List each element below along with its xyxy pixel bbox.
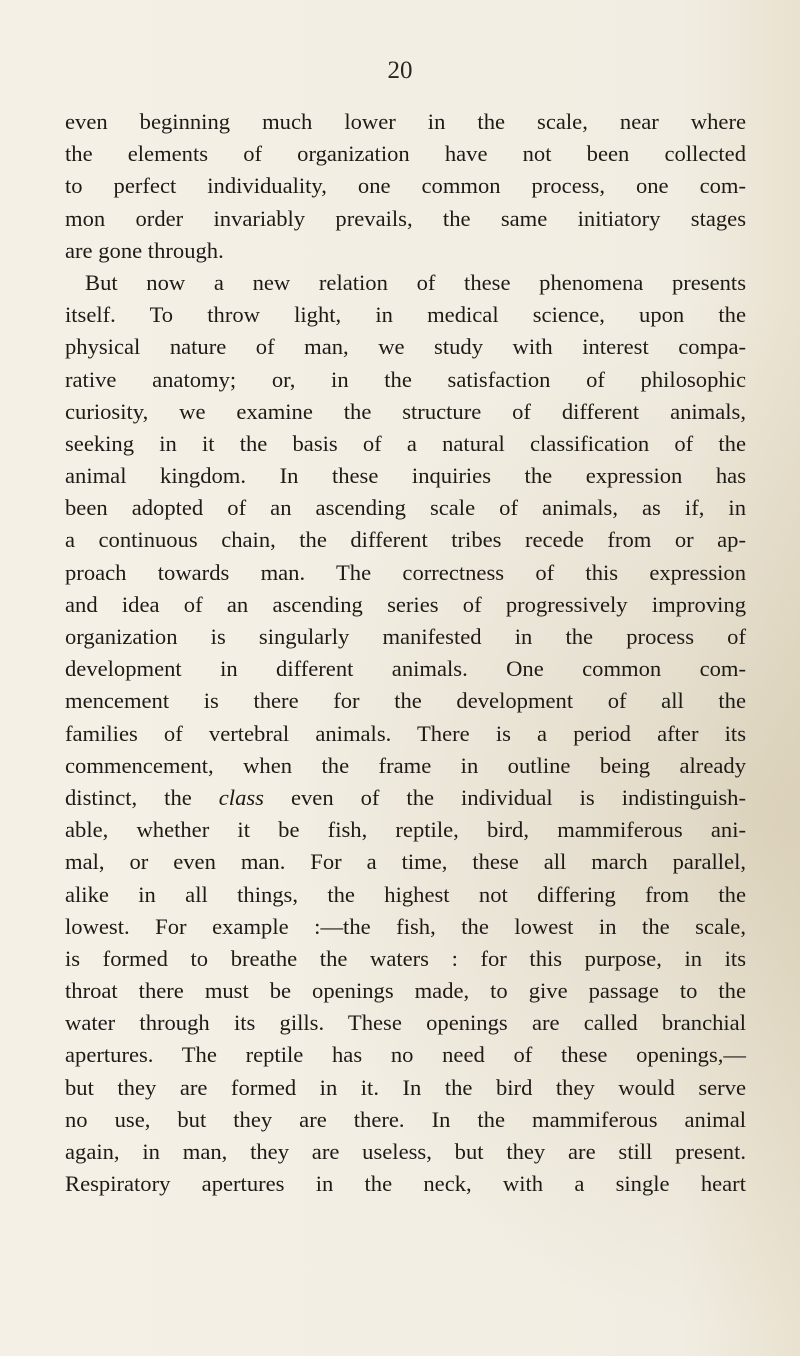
text-line: development in different animals. One common com- [65, 656, 746, 682]
text-line: organization is singularly manifested in the process of [65, 624, 746, 649]
text-line: are gone through. [65, 237, 224, 263]
text-line: is formed to breathe the waters : for this purpose, in its [65, 945, 746, 971]
text-line: a continuous chain, the different tribes recede from or ap- [65, 527, 746, 553]
text-line: apertures. The reptile has no need of these openings,— [65, 1042, 746, 1068]
text-line: again, in man, they are useless, but they are still present. [65, 1139, 746, 1164]
text-line: proach towards man. The correctness of this expression [65, 559, 746, 585]
text-line: But now a new relation of these phenomena presents [85, 269, 746, 295]
text-line: even beginning much lower in the scale, near where [65, 109, 746, 134]
text-line: animal kingdom. In these inquiries the expression has [65, 463, 746, 489]
text-line: water through its gills. These openings are called branchial [65, 1010, 746, 1036]
text-line-segment: even of the individual is indistinguish- [263, 784, 746, 810]
text-line: Respiratory apertures in the neck, with a single heart [65, 1171, 746, 1197]
text-line: itself. To throw light, in medical science, upon the [65, 302, 746, 328]
text-line: and idea of an ascending series of progressively improving [65, 591, 746, 617]
text-line: alike in all things, the highest not differing from the [65, 881, 746, 907]
body-text [65, 106, 746, 1200]
text-line: commencement, when the frame in outline being already [65, 752, 746, 778]
text-line-segment: distinct, the [65, 784, 219, 810]
text-line: throat there must be openings made, to give passage to the [65, 978, 746, 1004]
text-line: able, whether it be fish, reptile, bird, mammiferous ani- [65, 817, 746, 843]
text-line: to perfect individuality, one common process, one com- [65, 173, 746, 199]
text-line: mal, or even man. For a time, these all march parallel, [65, 849, 746, 875]
text-line: been adopted of an ascending scale of animals, as if, in [65, 495, 746, 521]
text-line [65, 782, 746, 814]
text-line: rative anatomy; or, in the satisfaction of philosophic [65, 366, 746, 392]
italic-word: class [218, 784, 264, 810]
text-line: mon order invariably prevails, the same initiatory stages [65, 205, 746, 231]
text-line: no use, but they are there. In the mammiferous animal [65, 1106, 746, 1132]
page-number: 20 [387, 57, 413, 84]
text-line: families of vertebral animals. There is a period after its [65, 720, 746, 746]
text-line: but they are formed in it. In the bird they would serve [65, 1074, 746, 1100]
text-line: physical nature of man, we study with interest compa- [65, 334, 746, 360]
text-line: lowest. For example :—the fish, the lowest in the scale, [65, 913, 746, 939]
text-line: the elements of organization have not been collected [65, 141, 746, 167]
text-line: mencement is there for the development of all the [65, 688, 746, 714]
text-line: curiosity, we examine the structure of different animals, [65, 398, 746, 424]
text-line: seeking in it the basis of a natural classification of the [65, 430, 746, 456]
